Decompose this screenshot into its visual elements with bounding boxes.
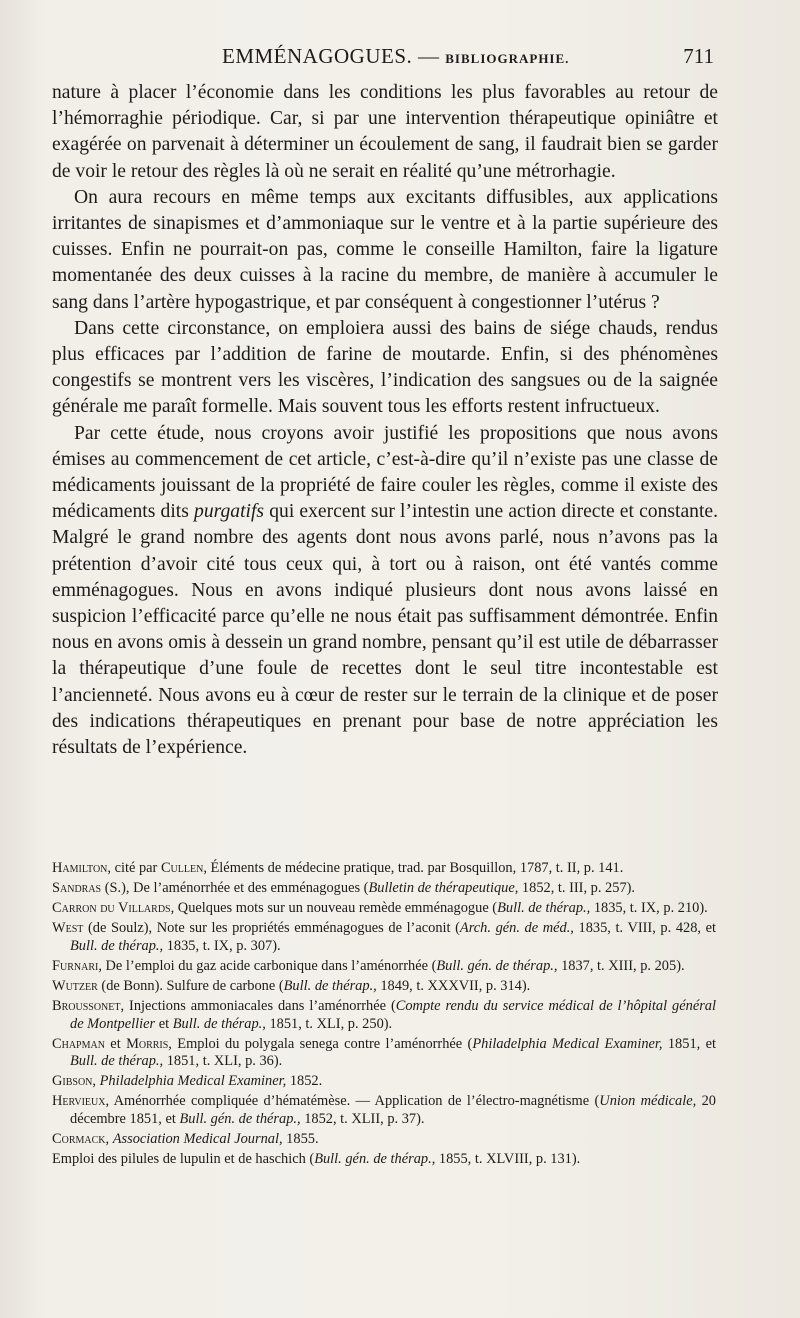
entry-author: Sandras bbox=[52, 880, 102, 897]
entry-author: Gibson, bbox=[52, 1073, 96, 1090]
entry-text-4: 1851, t. XLI, p. 36). bbox=[163, 1053, 283, 1070]
running-header bbox=[52, 44, 716, 72]
entry-text-4: 1851, t. XLI, p. 250). bbox=[265, 1015, 393, 1032]
entry-text-2: Éléments de médecine pratique, trad. par Bosquillon, 1787, t. II, p. 141. bbox=[206, 860, 624, 876]
entry-text-3: 1849, t. XXXVII, p. 314). bbox=[376, 977, 531, 994]
entry-author: Furnari, bbox=[52, 957, 102, 974]
entry-text: Quelques mots sur un nouveau remède emménagogue ( bbox=[174, 900, 498, 917]
entry-text-4: 1852, t. XLII, p. 37). bbox=[300, 1110, 425, 1127]
bibliography-entry bbox=[52, 920, 716, 955]
entry-text: (de Soulz), Note sur les propriétés emménagogues de l’aconit ( bbox=[83, 920, 460, 937]
bibliography-entry bbox=[52, 880, 716, 898]
paragraph-1: nature à placer l’économie dans les conditions les plus favorables au retour de l’hémorraghie périodique. Car, si par une intervention thérapeutique opiniâtre et exagérée on parvenait à déterminer un écoulement de sang, il faudrait bien se garder de voir le retour des règles là où ne serait en réalité qu’une métrorhagie. bbox=[52, 82, 718, 182]
entry-text-3: 1855. bbox=[282, 1130, 319, 1147]
entry-text-4: 1835, t. IX, p. 307). bbox=[163, 937, 281, 954]
bibliography-entry bbox=[52, 900, 716, 918]
entry-source-2: Bull. de thérap., bbox=[70, 1053, 164, 1070]
entry-source: Arch. gén. de méd., bbox=[459, 920, 574, 937]
entry-text-3: 1852, t. III, p. 257). bbox=[518, 880, 636, 897]
paragraph-4-italic: purgatifs bbox=[194, 501, 265, 523]
bibliography-entry bbox=[52, 998, 716, 1033]
entry-text-3: 1852. bbox=[286, 1073, 323, 1090]
entry-source: Bulletin de thérapeutique, bbox=[368, 880, 519, 897]
entry-source: Philadelphia Medical Examiner, bbox=[99, 1073, 287, 1090]
entry-author: Chapman bbox=[52, 1035, 105, 1052]
entry-text: De l’emploi du gaz acide carbonique dans l’aménorrhée ( bbox=[101, 957, 437, 974]
entry-author: Cormack, bbox=[52, 1130, 110, 1147]
entry-text-3: et bbox=[155, 1015, 173, 1032]
paragraph-4-text-b: qui exercent sur l’intestin une action directe et constante. Malgré le grand nombre des agents dont nous avons parlé, nous n’avons pas la prétention d’avoir cité tous ceux qui, à tort ou à raison, ont été vantés comme emménagogues. Nous en avons indiqué plusieurs dont nous avons laissé en suspicion l’efficacité parce qu’elle ne nous était pas suffisamment démontrée. Enfin nous en avons omis à dessein un grand nombre, pensant qu’il est utile de débarrasser la thérapeutique d’une foule de recettes dont le seul titre incontestable est l’ancienneté. Nous avons eu à cœur de rester sur le terrain de la clinique et de poser des indications thérapeutiques en prenant pour base de notre appréciation les résultats de l’expérience. bbox=[52, 501, 719, 759]
entry-text: Aménorrhée compliquée d’hématémèse. — Application de l’électro-magnétisme ( bbox=[109, 1093, 600, 1110]
entry-source: Compte rendu du service médical de l’hôpital général de Montpellier bbox=[70, 998, 716, 1032]
entry-text-2: Emploi du polygala senega contre l’aménorrhée ( bbox=[171, 1035, 473, 1052]
entry-source: Bull. de thérap., bbox=[283, 977, 377, 994]
entry-source: Bull. gén. de thérap., bbox=[436, 957, 558, 974]
entry-author: Wutzer bbox=[52, 977, 98, 994]
entry-source-2: Bull. de thérap., bbox=[70, 937, 164, 954]
paragraph-4 bbox=[52, 421, 718, 762]
entry-text: Injections ammoniacales dans l’aménorrhée ( bbox=[124, 998, 396, 1015]
paragraph-4-text-a: Par cette étude, nous croyons avoir justifié les propositions que nous avons émises au commencement de cet article, c’est-à-dire qu’il n’existe pas une classe de médicaments jouissant de la propriété de faire couler les règles, comme il existe des médicaments dits bbox=[52, 422, 718, 523]
bibliography-entry bbox=[52, 1151, 716, 1169]
entry-author-2: Cullen, bbox=[160, 860, 207, 876]
entry-author: West bbox=[52, 920, 84, 937]
entry-text-3: 1835, t. VIII, p. 428, et bbox=[573, 920, 717, 937]
entry-source-2: Bull. de thérap., bbox=[172, 1015, 266, 1032]
entry-author: Hervieux, bbox=[52, 1093, 110, 1110]
bibliography bbox=[52, 860, 716, 1169]
page-number: 711 bbox=[683, 44, 714, 68]
entry-text: (de Bonn). Sulfure de carbone ( bbox=[97, 977, 284, 994]
entry-text-3: 20 décembre 1851, et bbox=[70, 1093, 716, 1127]
entry-text: Emploi des pilules de lupulin et de haschich ( bbox=[52, 1151, 315, 1168]
entry-source: Bull. de thérap., bbox=[497, 900, 591, 917]
entry-source: Association Medical Journal, bbox=[112, 1130, 283, 1147]
header-title-main: EMMÉNAGOGUES. — bbox=[222, 44, 446, 68]
header-subtitle: BIBLIOGRAPHIE. bbox=[445, 51, 570, 66]
entry-text-3: 1851, et bbox=[662, 1035, 716, 1052]
paragraph-2: On aura recours en même temps aux excitants diffusibles, aux applications irritantes de sinapismes et d’ammoniaque sur le ventre et à la partie supérieure des cuisses. Enfin ne pourrait-on pas, comme le conseille Hamilton, faire la ligature momentanée des deux cuisses à la racine du membre, de manière à accumuler le sang dans l’artère hypogastrique, et par conséquent à congestionner l’utérus ? bbox=[52, 186, 718, 313]
header-title bbox=[222, 44, 569, 69]
entry-text-3: 1855, t. XLVIII, p. 131). bbox=[435, 1151, 581, 1168]
bibliography-entry bbox=[52, 958, 716, 976]
entry-text-3: 1837, t. XIII, p. 205). bbox=[557, 957, 685, 974]
bibliography-entry bbox=[52, 1073, 716, 1091]
entry-source: Philadelphia Medical Examiner, bbox=[472, 1035, 663, 1052]
bibliography-entry bbox=[52, 978, 716, 996]
bibliography-entry bbox=[52, 1036, 716, 1071]
bibliography-entry bbox=[52, 860, 716, 878]
entry-author: Hamilton, bbox=[52, 860, 111, 876]
entry-text: cité par bbox=[111, 860, 161, 876]
entry-source-2: Bull. gén. de thérap., bbox=[179, 1110, 301, 1127]
bibliography-entry bbox=[52, 1093, 716, 1128]
entry-author: Broussonet, bbox=[52, 998, 125, 1015]
entry-source: Union médicale, bbox=[599, 1093, 697, 1110]
entry-text: et bbox=[104, 1035, 127, 1052]
entry-text: (S.), De l’aménorrhée et des emménagogues ( bbox=[101, 880, 369, 897]
bibliography-entry bbox=[52, 1131, 716, 1149]
entry-author: Carron du Villards, bbox=[52, 900, 175, 917]
entry-author-2: Morris, bbox=[126, 1035, 172, 1052]
entry-source: Bull. gén. de thérap., bbox=[314, 1151, 436, 1168]
entry-text-3: 1835, t. IX, p. 210). bbox=[590, 900, 708, 917]
paragraph-3: Dans cette circonstance, on emploiera aussi des bains de siége chauds, rendus plus efficaces par l’addition de farine de moutarde. Enfin, si des phénomènes congestifs se montrent vers les viscères, l’indication des sangsues ou de la saignée générale me paraît formelle. Mais souvent tous les efforts restent infructueux. bbox=[52, 317, 718, 418]
main-text bbox=[52, 80, 718, 761]
